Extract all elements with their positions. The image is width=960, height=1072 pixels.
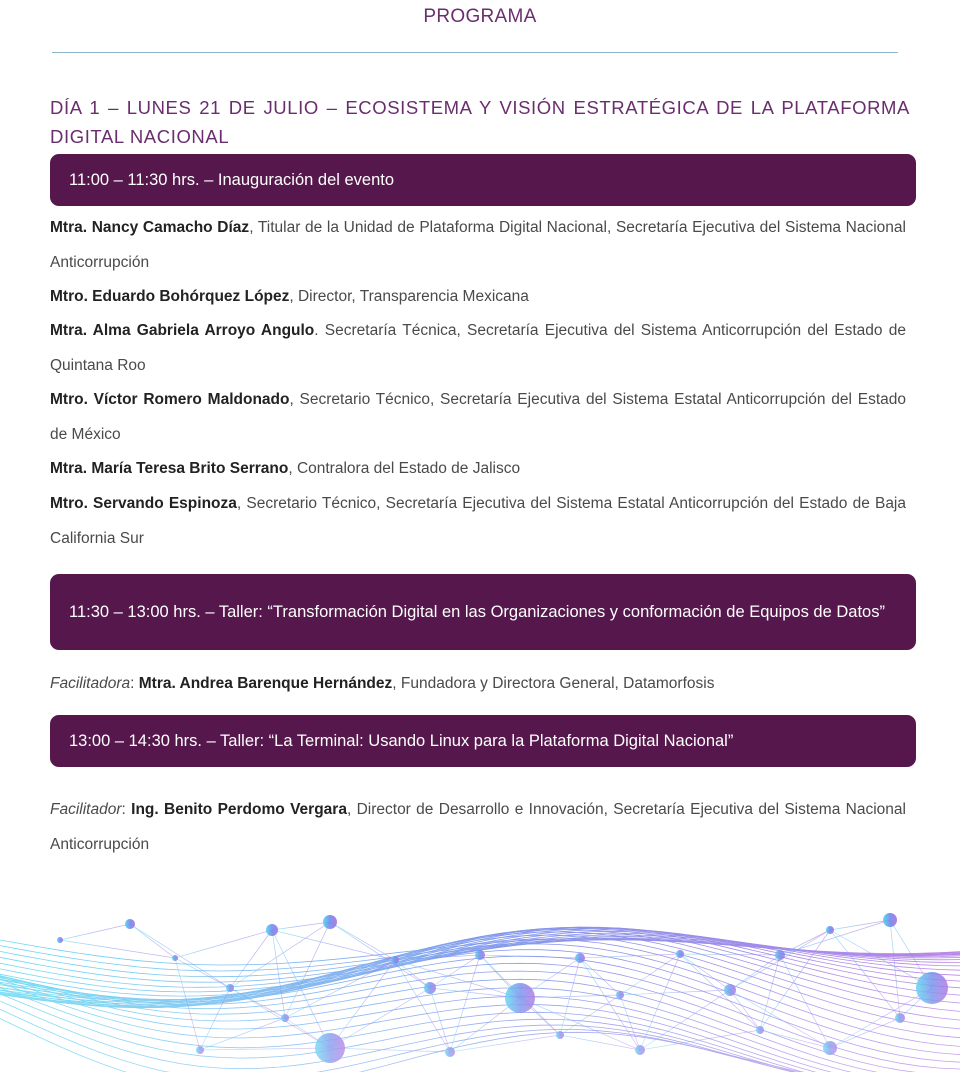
- speaker-role: , Contralora del Estado de Jalisco: [288, 460, 521, 477]
- facilitator-entry: [50, 667, 906, 702]
- speaker-entry: [50, 280, 906, 315]
- speaker-role: . Secretaría Técnica, Secretaría Ejecutiva del Sistema Anticorrupción del Estado de Quintana Roo: [50, 322, 906, 374]
- speaker-name: Mtro. Víctor Romero Maldonado: [50, 391, 290, 408]
- speaker-entry: [50, 452, 906, 487]
- speaker-name: Mtro. Eduardo Bohórquez López: [50, 288, 290, 305]
- facilitator-label: Facilitadora: [50, 675, 131, 692]
- speaker-entry: [50, 487, 906, 556]
- speaker-role: , Secretario Técnico, Secretaría Ejecutiva del Sistema Estatal Anticorrupción del Estado de México: [50, 391, 906, 443]
- speaker-entry: [50, 383, 906, 452]
- facilitator-role: , Director de Desarrollo e Innovación, Secretaría Ejecutiva del Sistema Nacional Anticorrupción: [50, 801, 906, 853]
- day-title: DÍA 1 – LUNES 21 DE JULIO – ECOSISTEMA Y VISIÓN ESTRATÉGICA DE LA PLATAFORMA DIGITAL NACIONAL: [50, 97, 910, 147]
- page-title: PROGRAMA: [423, 6, 537, 27]
- session-title: 11:30 – 13:00 hrs. – Taller: “Transformación Digital en las Organizaciones y conformación de Equipos de Datos”: [69, 603, 885, 621]
- speaker-entry: [50, 211, 906, 280]
- speaker-entry: [50, 314, 906, 383]
- speaker-role: , Director, Transparencia Mexicana: [289, 288, 529, 305]
- session-bar-3: [50, 715, 916, 767]
- session-bar-1: [50, 154, 916, 206]
- facilitator-entry: [50, 793, 906, 862]
- speaker-role: , Secretario Técnico, Secretaría Ejecutiva del Sistema Estatal Anticorrupción del Estado de Baja California Sur: [50, 495, 907, 547]
- facilitator-sep: :: [130, 675, 139, 692]
- speaker-name: Mtra. María Teresa Brito Serrano: [50, 460, 289, 477]
- facilitator-name: Mtra. Andrea Barenque Hernández: [138, 675, 393, 692]
- session-bar-2: [50, 574, 916, 650]
- speaker-name: Mtra. Nancy Camacho Díaz: [50, 219, 250, 236]
- session-title: 11:00 – 11:30 hrs. – Inauguración del evento: [69, 171, 395, 189]
- facilitator-name: Ing. Benito Perdomo Vergara: [131, 801, 347, 818]
- speaker-name: Mtro. Servando Espinoza: [50, 495, 237, 512]
- header-divider: [52, 52, 898, 53]
- facilitator-role: , Fundadora y Directora General, Datamorfosis: [392, 675, 715, 692]
- speaker-name: Mtra. Alma Gabriela Arroyo Angulo: [50, 322, 315, 339]
- session-title: 13:00 – 14:30 hrs. – Taller: “La Terminal: Usando Linux para la Plataforma Digital Nacional”: [69, 732, 734, 750]
- network-wave-decoration: [0, 900, 960, 1072]
- speaker-role: , Titular de la Unidad de Plataforma Digital Nacional, Secretaría Ejecutiva del Sistema Nacional Anticorrupción: [50, 219, 906, 271]
- facilitator-label: Facilitador: [50, 801, 122, 818]
- facilitator-sep: :: [121, 801, 132, 818]
